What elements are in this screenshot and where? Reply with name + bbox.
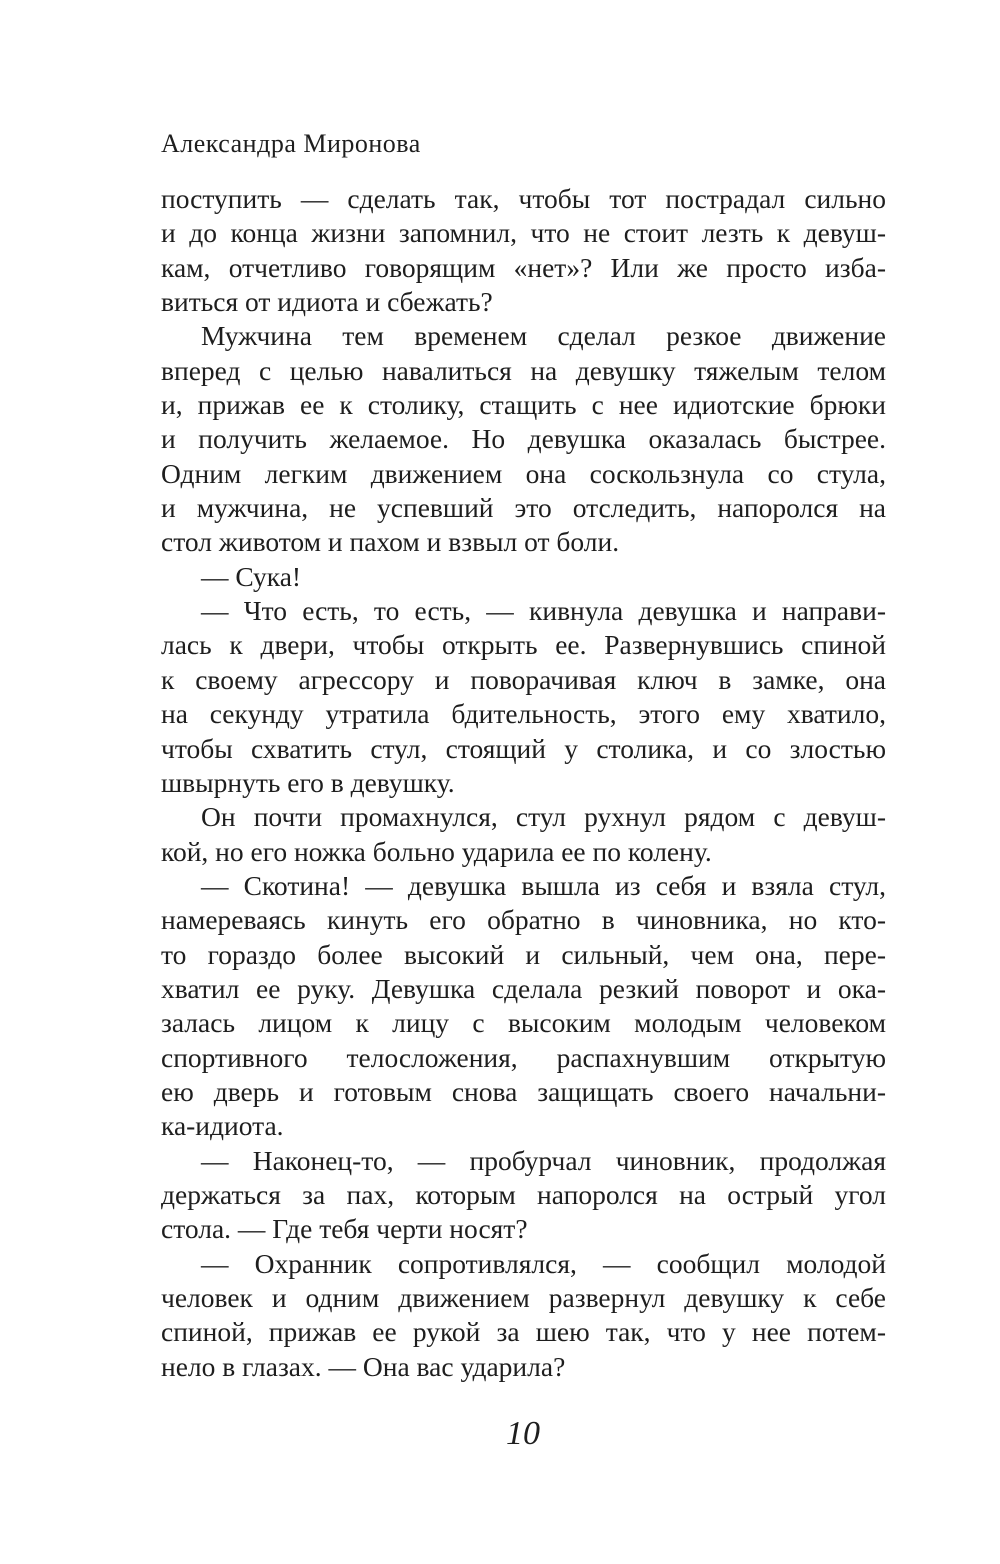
text-line: и до конца жизни запомнил, что не стоит лезть к девуш-	[161, 217, 886, 249]
text-line: ею дверь и готовым снова защищать своего начальни-	[161, 1075, 886, 1107]
text-line: спортивного телосложения, распахнувшим открытую	[161, 1041, 886, 1073]
text-line: то гораздо более высокий и сильный, чем она, пере-	[161, 938, 886, 970]
text-line: нело в глазах. — Она вас ударила?	[161, 1350, 566, 1382]
text-line: стола. — Где тебя черти носят?	[161, 1213, 528, 1245]
text-line: виться от идиота и сбежать?	[161, 286, 493, 318]
text-line: намереваясь кинуть его обратно в чиновника, но кто-	[161, 904, 886, 936]
text-line: спиной, прижав ее рукой за шею так, что у нее потем-	[161, 1316, 886, 1348]
text-line: и мужчина, не успевший это отследить, напоролся на	[161, 492, 886, 524]
text-line: чтобы схватить стул, стоящий у столика, и со злостью	[161, 732, 886, 764]
text-line: и получить желаемое. Но девушка оказалась быстрее.	[161, 423, 886, 455]
text-line: — Охранник сопротивлялся, — сообщил молодой	[201, 1247, 886, 1279]
text-line: ка-идиота.	[161, 1110, 284, 1142]
text-line: — Наконец-то, — пробурчал чиновник, продолжая	[201, 1144, 886, 1176]
text-line: поступить — сделать так, чтобы тот пострадал сильно	[161, 183, 886, 214]
text-line: и, прижав ее к столику, стащить с нее идиотские брюки	[161, 389, 886, 421]
running-header: Александра Миронова	[161, 129, 421, 158]
text-line: стол животом и пахом и взвыл от боли.	[161, 526, 620, 558]
page-number: 10	[506, 1415, 540, 1452]
text-line: держаться за пах, которым напоролся на острый угол	[161, 1178, 886, 1210]
text-line: кой, но его ножка больно ударила ее по колену.	[161, 835, 712, 867]
text-line: Мужчина тем временем сделал резкое движение	[201, 320, 886, 352]
text-line: человек и одним движением развернул девушку к себе	[161, 1282, 886, 1313]
text-line: кам, отчетливо говорящим «нет»? Или же просто изба-	[161, 251, 886, 283]
text-line: лась к двери, чтобы открыть ее. Развернувшись спиной	[161, 629, 886, 661]
text-line: вперед с целью навалиться на девушку тяжелым телом	[161, 354, 886, 386]
text-line: хватил ее руку. Девушка сделала резкий поворот и ока-	[161, 972, 886, 1004]
text-line: залась лицом к лицу с высоким молодым человеком	[161, 1007, 886, 1039]
text-line: Он почти промахнулся, стул рухнул рядом с девуш-	[201, 801, 886, 833]
text-line: — Сука!	[201, 560, 302, 592]
text-line: — Скотина! — девушка вышла из себя и взяла стул,	[201, 869, 886, 901]
text-line: на секунду утратила бдительность, этого ему хватило,	[161, 698, 886, 730]
text-line: к своему агрессору и поворачивая ключ в замке, она	[161, 663, 886, 695]
text-line: — Что есть, то есть, — кивнула девушка и направи-	[201, 595, 886, 627]
text-line: швырнуть его в девушку.	[161, 766, 455, 798]
text-line: Одним легким движением она соскользнула со стула,	[161, 457, 886, 489]
body-text	[161, 182, 886, 1384]
